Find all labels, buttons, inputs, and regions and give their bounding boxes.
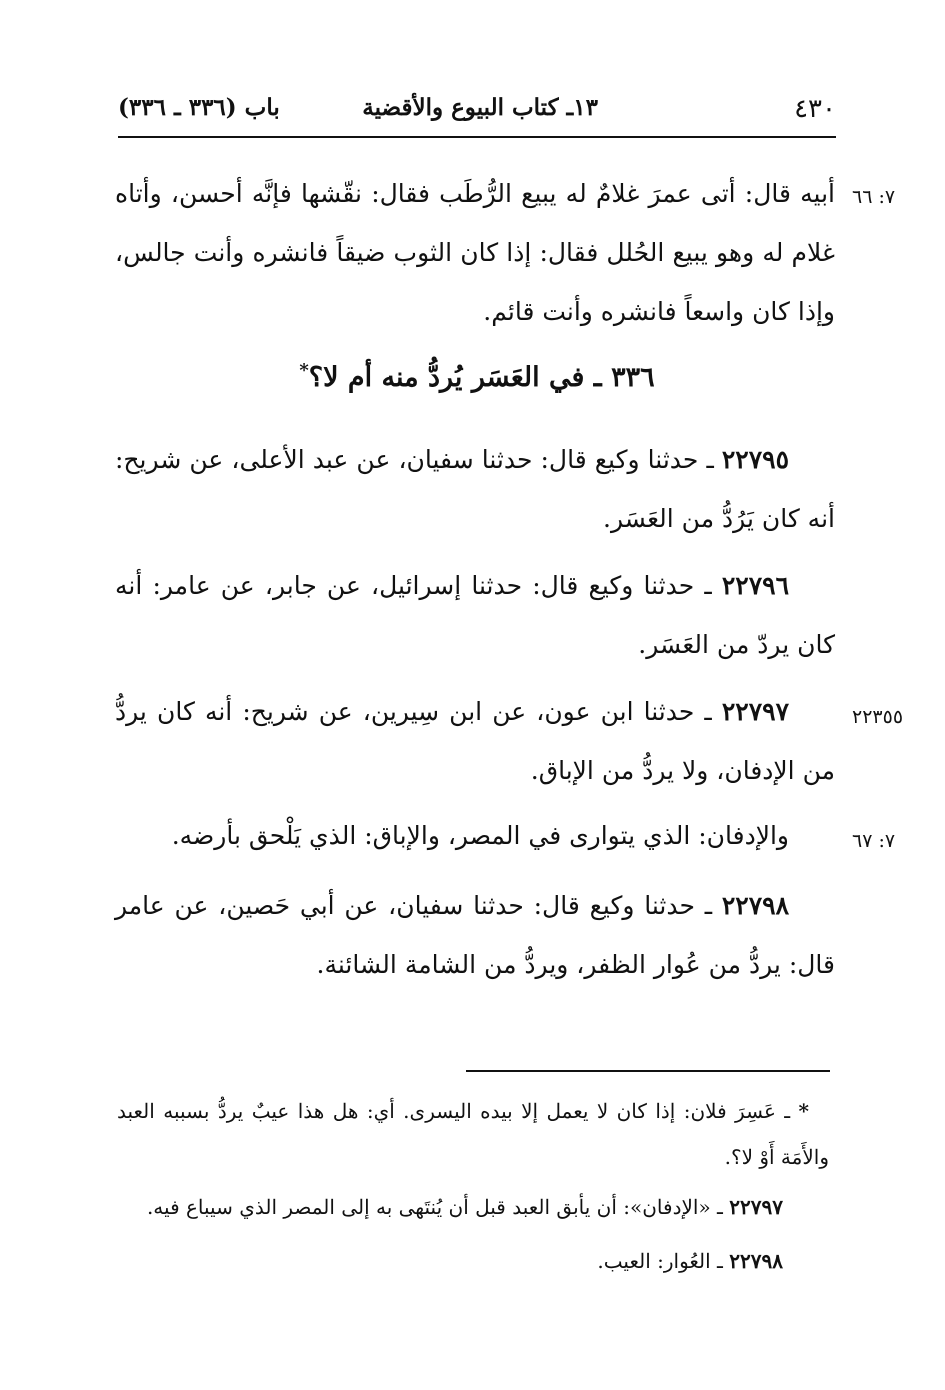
chapter-title-text: ٣٣٦ ـ في العَسَر يُردُّ منه أم لا؟ — [308, 362, 655, 393]
hadith-22795 — [115, 430, 835, 548]
footnote-22797 — [117, 1184, 829, 1230]
hadith-number: ٢٢٧٩٥ — [721, 445, 789, 474]
book-title: ١٣ـ كتاب البيوع والأقضية — [362, 94, 598, 121]
hadith-22797-gloss — [115, 806, 835, 865]
chapter-range: باب (٣٣٦ ـ ٣٣٦) — [118, 94, 280, 121]
footnote-star — [117, 1088, 829, 1180]
footnote-text: ـ العُوار: العيب. — [597, 1249, 723, 1273]
hadith-22796 — [115, 556, 835, 674]
continuation-paragraph: أبيه قال: أتى عمرَ غلامٌ له يبيع الرُّطَب فقال: نقّشها فإنَّه أحسن، وأتاه غلام له وهو يبيع الحُلل فقال: إذا كان الثوب ضيقاً فانشره وأنت جالس، وإذا كان واسعاً فانشره وأنت قائم. — [115, 179, 835, 326]
margin-ref-67: ٧: ٦٧ — [852, 830, 896, 852]
footnote-text: ـ «الإدفان»: أن يأبق العبد قبل أن يُنتَهى به إلى المصر الذي سيباع فيه. — [146, 1195, 723, 1219]
header-rule — [118, 136, 836, 138]
footnote-number: ٢٢٧٩٧ — [729, 1195, 783, 1219]
chapter-title — [118, 360, 836, 393]
margin-ref-66: ٧: ٦٦ — [852, 186, 896, 208]
hadith-text: والإدفان: الذي يتوارى في المصر، والإباق: الذي يَلْحق بأرضه. — [171, 821, 789, 850]
margin-hadith-22355: ٢٢٣٥٥ — [852, 706, 904, 728]
hadith-number: ٢٢٧٩٦ — [721, 571, 789, 600]
footnote-22798 — [117, 1238, 829, 1284]
hadith-text: ـ حدثنا وكيع قال: حدثنا سفيان، عن عبد الأعلى، عن شريح: أنه كان يَرُدُّ من العَسَر. — [115, 445, 835, 533]
footnote-number: * — [798, 1099, 810, 1123]
footnote-number: ٢٢٧٩٨ — [729, 1249, 783, 1273]
page-header — [118, 88, 836, 134]
page-number: ٤٣٠ — [794, 94, 836, 124]
hadith-text: ـ حدثنا وكيع قال: حدثنا إسرائيل، عن جابر، عن عامر: أنه كان يردّ من العَسَر. — [115, 571, 835, 659]
footnote-rule — [466, 1070, 830, 1072]
footnote-text: ـ عَسِرَ فلان: إذا كان لا يعمل إلا بيده اليسرى. أي: هل هذا عيبٌ يردُّ بسببه العبد والأَمَة أَوْ لا؟. — [117, 1099, 829, 1169]
hadith-text: ـ حدثنا ابن عون، عن ابن سِيرين، عن شريح: أنه كان يردُّ من الإدفان، ولا يردُّ من الإباق. — [115, 697, 835, 785]
hadith-22797 — [115, 682, 835, 800]
hadith-number: ٢٢٧٩٨ — [721, 891, 789, 920]
hadith-text: ـ حدثنا وكيع قال: حدثنا سفيان، عن أبي حَصين، عن عامر قال: يردُّ من عُوار الظفر، ويردُّ من الشامة الشائنة. — [115, 891, 835, 979]
hadith-22798 — [115, 876, 835, 994]
hadith-number: ٢٢٧٩٧ — [721, 697, 790, 726]
footnote-mark: * — [299, 360, 309, 381]
